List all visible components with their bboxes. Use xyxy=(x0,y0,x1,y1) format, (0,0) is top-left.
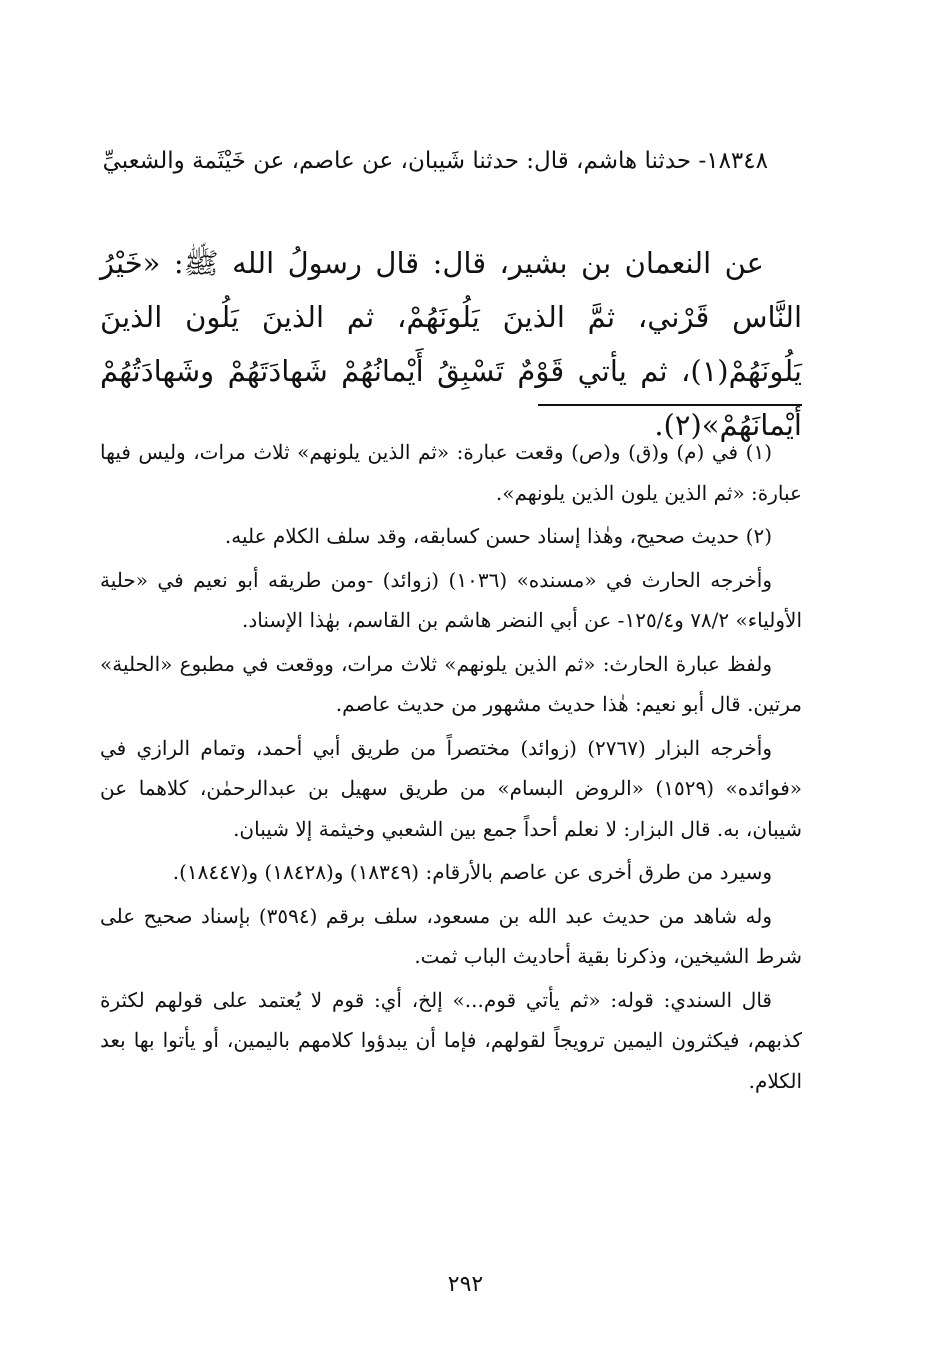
hadith-body: عن النعمان بن بشير، قال: قال رسولُ الله ﷺ: «خَيْرُ النَّاس قَرْني، ثمَّ الذينَ يَلُونَهُمْ، ثم الذينَ يَلُون الذينَ يَلُونَهُمْ(١)، ثم يأتي قَوْمٌ تَسْبِقُ أَيْمانُهُمْ شَهادَتَهُمْ وشَهادَتُهُمْ أيْمانَهُمْ»(٢). xyxy=(100,246,802,442)
footnote: (١) في (م) و(ق) و(ص) وقعت عبارة: «ثم الذين يلونهم» ثلاث مرات، وليس فيها عبارة: «ثم الذين يلون الذين يلونهم». xyxy=(100,440,802,505)
footnotes xyxy=(100,432,802,1101)
page-number: ٢٩٢ xyxy=(447,1272,484,1297)
footnote-paragraph: قال السندي: قوله: «ثم يأتي قوم...» إلخ، أي: قوم لا يُعتمد على قولهم لكثرة كذبهم، فيكثرون اليمين ترويجاً لقولهم، فإما أن يبدؤوا كلامهم باليمين، أو يأتوا بها بعد الكلام. xyxy=(100,987,802,1093)
footnote-paragraph: وأخرجه الحارث في «مسنده» (١٠٣٦) (زوائد) -ومن طريقه أبو نعيم في «حلية الأولياء» ٧٨/٢ و١٢٥/٤- عن أبي النضر هاشم بن القاسم، بهٰذا الإسناد. xyxy=(100,567,802,632)
footnote-paragraph: ولفظ عبارة الحارث: «ثم الذين يلونهم» ثلاث مرات، ووقعت في مطبوع «الحلية» مرتين. قال أبو نعيم: هٰذا حديث مشهور من حديث عاصم. xyxy=(100,651,802,716)
footnote-paragraph: وله شاهد من حديث عبد الله بن مسعود، سلف برقم (٣٥٩٤) بإسناد صحيح على شرط الشيخين، وذكرنا بقية أحاديث الباب ثمت. xyxy=(100,903,802,968)
hadith-header xyxy=(100,138,802,184)
footnote-separator xyxy=(538,404,802,406)
hadith-number-and-chain: ١٨٣٤٨- حدثنا هاشم، قال: حدثنا شَيبان، عن عاصم، عن خَيْثَمة والشعبيِّ xyxy=(102,148,768,174)
hadith-text xyxy=(100,236,802,452)
footnote: (٢) حديث صحيح، وهٰذا إسناد حسن كسابقه، وقد سلف الكلام عليه. xyxy=(224,524,772,548)
footnote-paragraph: وأخرجه البزار (٢٧٦٧) (زوائد) مختصراً من طريق أبي أحمد، وتمام الرازي في «فوائده» (١٥٢٩) «الروض البسام» من طريق سهيل بن عبدالرحمٰن، كلاهما عن شيبان، به. قال البزار: لا نعلم أحداً جمع بين الشعبي وخيثمة إلا شيبان. xyxy=(100,735,802,841)
footnote-paragraph: وسيرد من طرق أخرى عن عاصم بالأرقام: (١٨٣٤٩) و(١٨٤٢٨) و(١٨٤٤٧). xyxy=(172,860,772,884)
